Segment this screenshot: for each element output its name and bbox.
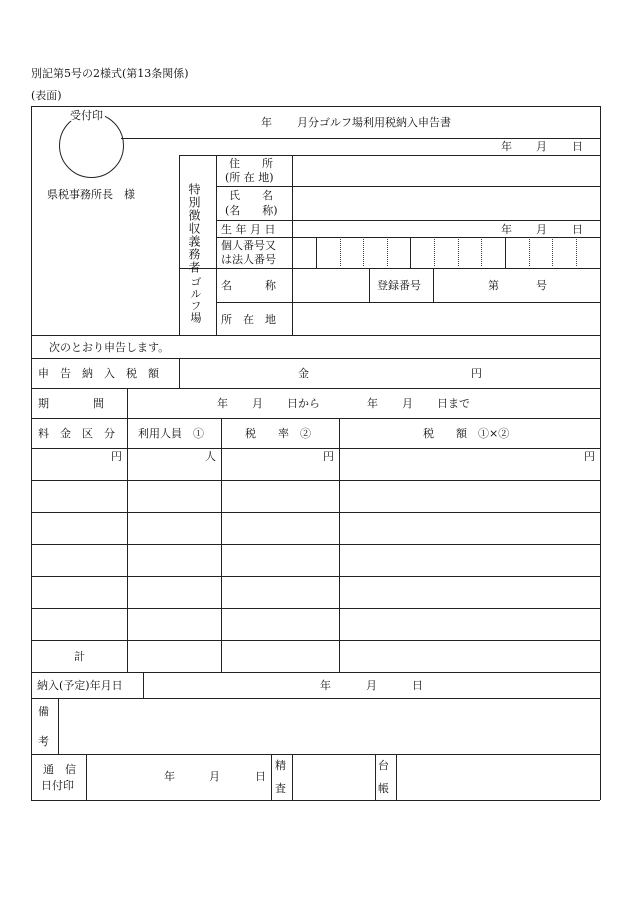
comm-day: 日 (255, 770, 266, 783)
birth-month: 月 (536, 223, 547, 236)
filing-day: 日 (572, 140, 583, 153)
check-char-1: 精 (275, 759, 286, 772)
address-label-1: 住 所 (229, 157, 273, 170)
registration-go: 号 (536, 279, 547, 292)
address-label-2: (所 在 地) (225, 171, 274, 184)
payment-date-year: 年 (320, 679, 331, 692)
reception-stamp-circle (59, 113, 124, 178)
period-label: 期 間 (38, 397, 104, 410)
check-char-2: 査 (275, 782, 286, 795)
name-label-1: 氏 名 (229, 189, 273, 202)
table-header-users: 利用人員 ① (138, 427, 204, 440)
period-from-month: 月 (252, 397, 263, 410)
golf-course-group-label: ゴルフ場 (189, 276, 202, 324)
payment-date-month: 月 (366, 679, 377, 692)
filing-month: 月 (536, 140, 547, 153)
form-title: 月分ゴルフ場利用税納入申告書 (297, 116, 451, 129)
payment-amount-kin: 金 (298, 367, 309, 380)
id-label-1: 個人番号又 (221, 239, 276, 252)
name-label-2: (名 称) (225, 204, 278, 217)
registration-label: 登録番号 (377, 279, 421, 292)
unit-amount-yen: 円 (584, 450, 595, 463)
period-to-day: 日まで (437, 397, 470, 410)
ledger-char-2: 帳 (378, 782, 389, 795)
golf-name-label: 名 称 (221, 279, 276, 292)
unit-fee-yen: 円 (111, 450, 122, 463)
comm-label-1: 通 信 (43, 763, 76, 776)
payment-date-day: 日 (412, 679, 423, 692)
payment-amount-yen: 円 (471, 367, 482, 380)
period-from-year: 年 (217, 397, 228, 410)
registration-dai: 第 (488, 279, 499, 292)
ledger-char-1: 台 (378, 759, 389, 772)
filing-year: 年 (501, 140, 512, 153)
total-label: 計 (74, 650, 85, 663)
period-to-year: 年 (367, 397, 378, 410)
unit-rate-yen: 円 (323, 450, 334, 463)
comm-month: 月 (209, 770, 220, 783)
birth-label: 生 年 月 日 (221, 223, 276, 236)
declaration-text: 次のとおり申告します。 (49, 341, 170, 354)
birth-year: 年 (501, 223, 512, 236)
unit-users: 人 (205, 450, 216, 463)
reception-stamp-label: 受付印 (70, 109, 103, 122)
remarks-char-2: 考 (38, 735, 49, 748)
comm-year: 年 (164, 770, 175, 783)
table-header-fee-class: 料 金 区 分 (38, 427, 115, 440)
period-to-month: 月 (402, 397, 413, 410)
table-header-tax-amount: 税 額 ①×② (423, 427, 510, 440)
payment-amount-label: 申 告 納 入 税 額 (38, 367, 159, 380)
collector-group-label: 特別徴収義務者 (187, 183, 201, 274)
golf-location-label: 所 在 地 (221, 313, 276, 326)
comm-label-2: 日付印 (41, 779, 74, 792)
table-header-tax-rate: 税 率 ② (245, 427, 311, 440)
birth-day: 日 (572, 223, 583, 236)
title-year: 年 (261, 116, 272, 129)
id-label-2: は法人番号 (221, 253, 276, 266)
form-number: 別記第5号の2様式(第13条関係) (31, 67, 189, 80)
remarks-char-1: 備 (38, 705, 49, 718)
form-side: (表面) (31, 89, 62, 102)
payment-date-label: 納入(予定)年月日 (37, 679, 123, 692)
period-from-day: 日から (287, 397, 320, 410)
addressee: 県税事務所長 様 (47, 188, 135, 201)
